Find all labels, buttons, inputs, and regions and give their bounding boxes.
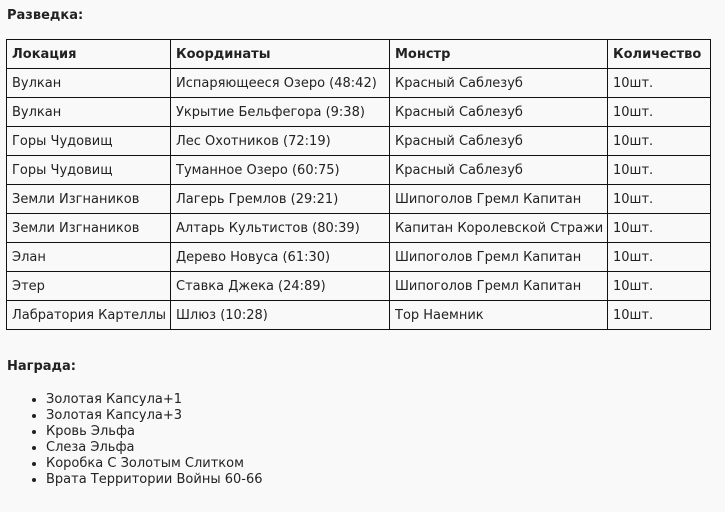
coordinates-cell: Лагерь Гремлов (29:21): [171, 185, 390, 214]
table-row: [7, 214, 711, 243]
coordinates-cell: Алтарь Культистов (80:39): [171, 214, 390, 243]
count-cell: 10шт.: [608, 301, 711, 330]
table-header-row: [7, 40, 711, 69]
column-header-location: Локация: [7, 40, 171, 69]
count-cell: 10шт.: [608, 69, 711, 98]
count-cell: 10шт.: [608, 156, 711, 185]
monster-cell: Красный Саблезуб: [390, 98, 608, 127]
table-row: [7, 185, 711, 214]
count-cell: 10шт.: [608, 98, 711, 127]
column-header-monster: Монстр: [390, 40, 608, 69]
count-cell: 10шт.: [608, 127, 711, 156]
table-row: [7, 69, 711, 98]
count-cell: 10шт.: [608, 272, 711, 301]
location-cell: Горы Чудовищ: [7, 156, 171, 185]
monster-cell: Шипоголов Гремл Капитан: [390, 272, 608, 301]
reward-heading: Награда:: [7, 359, 76, 374]
count-cell: 10шт.: [608, 185, 711, 214]
column-header-coordinates: Координаты: [171, 40, 390, 69]
table-row: [7, 243, 711, 272]
location-cell: Земли Изгнаников: [7, 214, 171, 243]
monster-cell: Красный Саблезуб: [390, 127, 608, 156]
monster-cell: Шипоголов Гремл Капитан: [390, 243, 608, 272]
location-cell: Этер: [7, 272, 171, 301]
list-item: • Золотая Капсула+3: [46, 408, 263, 424]
coordinates-cell: Лес Охотников (72:19): [171, 127, 390, 156]
list-item: • Слеза Эльфа: [46, 440, 263, 456]
monster-cell: Шипоголов Гремл Капитан: [390, 185, 608, 214]
column-header-count: Количество: [608, 40, 711, 69]
list-item: • Кровь Эльфа: [46, 424, 263, 440]
location-cell: Земли Изгнаников: [7, 185, 171, 214]
count-cell: 10шт.: [608, 214, 711, 243]
coordinates-cell: Ставка Джека (24:89): [171, 272, 390, 301]
list-item: • Врата Территории Войны 60-66: [46, 472, 263, 488]
location-cell: Горы Чудовищ: [7, 127, 171, 156]
table-row: [7, 127, 711, 156]
coordinates-cell: Дерево Новуса (61:30): [171, 243, 390, 272]
coordinates-cell: Шлюз (10:28): [171, 301, 390, 330]
monster-cell: Капитан Королевской Стражи: [390, 214, 608, 243]
scouting-heading: Разведка:: [7, 8, 84, 23]
table-row: [7, 98, 711, 127]
list-item: • Золотая Капсула+1: [46, 392, 263, 408]
scouting-table: [6, 39, 711, 330]
count-cell: 10шт.: [608, 243, 711, 272]
reward-list: [0, 392, 263, 488]
coordinates-cell: Укрытие Бельфегора (9:38): [171, 98, 390, 127]
location-cell: Вулкан: [7, 98, 171, 127]
coordinates-cell: Испаряющееся Озеро (48:42): [171, 69, 390, 98]
monster-cell: Красный Саблезуб: [390, 69, 608, 98]
table-row: [7, 156, 711, 185]
location-cell: Вулкан: [7, 69, 171, 98]
list-item: • Коробка С Золотым Слитком: [46, 456, 263, 472]
monster-cell: Красный Саблезуб: [390, 156, 608, 185]
coordinates-cell: Туманное Озеро (60:75): [171, 156, 390, 185]
table-row: [7, 272, 711, 301]
monster-cell: Тор Наемник: [390, 301, 608, 330]
location-cell: Лабратория Картеллы: [7, 301, 171, 330]
table-row: [7, 301, 711, 330]
location-cell: Элан: [7, 243, 171, 272]
